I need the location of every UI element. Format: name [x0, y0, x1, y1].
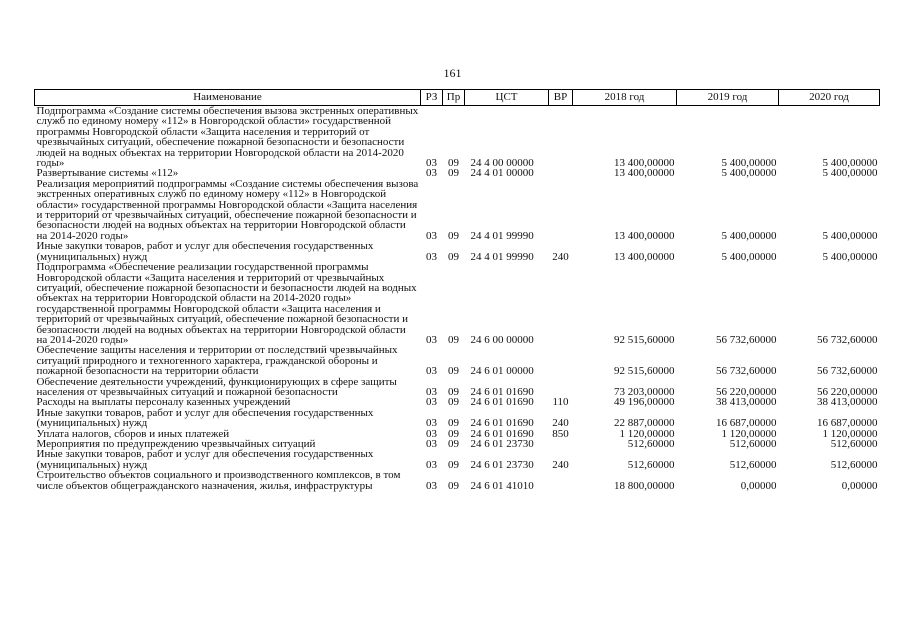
header-2018: 2018 год — [573, 90, 677, 106]
cell-2020: 5 400,00000 — [822, 167, 878, 180]
cell-2020: 1 120,00000 — [822, 427, 878, 440]
table-row — [35, 241, 880, 262]
cell-pr: 09 — [448, 458, 459, 471]
header-2020: 2020 год — [779, 90, 880, 106]
table-row — [35, 449, 880, 470]
cell-2020: 512,60000 — [830, 458, 878, 471]
header-2019: 2019 год — [677, 90, 779, 106]
cell-2018: 49 196,00000 — [614, 396, 675, 409]
table-row — [35, 345, 880, 376]
cell-rz: 03 — [426, 157, 437, 170]
cell-2020: 38 413,00000 — [817, 396, 878, 409]
cell-2019: 56 220,00000 — [716, 385, 777, 398]
cell-cst: 24 4 01 99990 — [470, 250, 534, 263]
cell-name: Обеспечение деятельности учреждений, функционирующих в сфере защиты населения от чрезвычайных ситуаций и пожарной безопасности — [36, 375, 397, 398]
cell-cst: 24 6 01 00000 — [470, 365, 534, 378]
cell-2019: 512,60000 — [729, 458, 777, 471]
cell-cst: 24 6 01 01690 — [470, 427, 534, 440]
cell-name: Иные закупки товаров, работ и услуг для обеспечения государственных (муниципальных) нужд — [36, 448, 374, 471]
cell-pr: 09 — [448, 385, 459, 398]
cell-2018: 512,60000 — [627, 458, 675, 471]
cell-cst: 24 6 01 01690 — [470, 396, 534, 409]
cell-rz: 03 — [426, 427, 437, 440]
cell-2019: 5 400,00000 — [721, 157, 777, 170]
cell-cst: 24 6 01 01690 — [470, 417, 534, 430]
cell-vr: 850 — [552, 427, 569, 440]
cell-rz: 03 — [426, 365, 437, 378]
table-header — [35, 90, 880, 106]
cell-vr — [549, 179, 573, 241]
cell-2020: 512,60000 — [830, 438, 878, 450]
cell-name: Иные закупки товаров, работ и услуг для обеспечения государственных (муниципальных) нужд — [36, 406, 374, 430]
cell-pr: 09 — [448, 365, 459, 378]
cell-pr: 09 — [448, 229, 459, 242]
cell-2018: 13 400,00000 — [614, 229, 675, 242]
cell-2020: 56 732,60000 — [817, 333, 878, 346]
cell-rz: 03 — [426, 396, 437, 409]
cell-2020: 5 400,00000 — [822, 229, 878, 242]
cell-pr: 09 — [448, 167, 459, 180]
cell-2020: 5 400,00000 — [822, 250, 878, 263]
cell-cst: 24 6 00 00000 — [470, 333, 534, 346]
cell-vr: 240 — [552, 458, 569, 471]
cell-rz: 03 — [426, 229, 437, 242]
cell-name: Подпрограмма «Обеспечение реализации государственной программы Новгородской области «Защита населения и территорий от чрезвычайных ситуаций, обеспечение пожарной безопасности и безопасности людей на водных объектах на территории Новгородской области на 2014-2020 годы» государственной программы Новгородской области «Защита населения и территорий от чрезвычайных ситуаций, обеспечение пожарной безопасности и безопасности людей на водных объектах на территории Новгородской области на 2014-2020 годы» — [36, 261, 417, 346]
cell-2020: 56 220,00000 — [817, 385, 878, 398]
cell-pr: 09 — [448, 479, 459, 492]
cell-name: Строительство объектов социального и производственного комплексов, в том числе объектов общегражданского назначения, жилья, инфраструктуры — [36, 469, 401, 492]
cell-2019: 56 732,60000 — [716, 333, 777, 346]
cell-pr: 09 — [448, 427, 459, 440]
cell-2020: 16 687,00000 — [817, 417, 878, 430]
cell-vr — [549, 345, 573, 376]
cell-rz: 03 — [426, 333, 437, 346]
budget-table — [34, 89, 880, 491]
cell-2019: 56 732,60000 — [716, 365, 777, 378]
cell-rz: 03 — [426, 167, 437, 180]
cell-2019: 1 120,00000 — [721, 427, 777, 440]
table-row — [35, 377, 880, 398]
header-name: Наименование — [35, 90, 421, 106]
header-rz: РЗ — [421, 90, 443, 106]
cell-2019: 5 400,00000 — [721, 167, 777, 180]
header-vr: ВР — [549, 90, 573, 106]
cell-2019: 38 413,00000 — [716, 396, 777, 409]
cell-name: Реализация мероприятий подпрограммы «Создание системы обеспечения вызова экстренных оперативных служб по единому номеру «112» в Новгородской области» государственной программы Новгородской области «Защита населения и территорий от чрезвычайных ситуаций, обеспечение пожарной безопасности и безопасности людей на водных объектах на территории Новгородской области на 2014-2020 годы» — [36, 177, 419, 242]
cell-vr — [549, 262, 573, 345]
cell-pr: 09 — [448, 157, 459, 170]
cell-name: Иные закупки товаров, работ и услуг для обеспечения государственных (муниципальных) нужд — [36, 240, 374, 263]
cell-2018: 13 400,00000 — [614, 157, 675, 170]
cell-2018: 22 887,00000 — [614, 417, 675, 430]
cell-pr: 09 — [448, 396, 459, 409]
cell-vr — [549, 377, 573, 398]
cell-cst: 24 6 01 41010 — [470, 479, 534, 492]
table-row — [35, 408, 880, 429]
cell-vr — [549, 106, 573, 169]
cell-2019: 5 400,00000 — [721, 250, 777, 263]
cell-name: Расходы на выплаты персоналу казенных учреждений — [36, 396, 291, 409]
cell-cst: 24 4 00 00000 — [470, 157, 534, 170]
table-body — [35, 106, 880, 492]
table-row — [35, 262, 880, 345]
cell-cst: 24 4 01 99990 — [470, 229, 534, 242]
cell-2019: 5 400,00000 — [721, 229, 777, 242]
cell-vr — [549, 470, 573, 491]
cell-vr: 240 — [552, 417, 569, 430]
cell-cst: 24 4 01 00000 — [470, 167, 534, 180]
cell-pr: 09 — [448, 438, 459, 450]
cell-2019: 512,60000 — [729, 438, 777, 450]
cell-name: Обеспечение защиты населения и территории от последствий чрезвычайных ситуаций природного и техногенного характера, гражданской обороны и пожарной безопасности на территории области — [36, 344, 398, 378]
cell-pr: 09 — [448, 333, 459, 346]
cell-2018: 92 515,60000 — [614, 333, 675, 346]
cell-2018: 13 400,00000 — [614, 167, 675, 180]
cell-2019: 16 687,00000 — [716, 417, 777, 430]
cell-rz: 03 — [426, 417, 437, 430]
cell-name: Развертывание системы «112» — [36, 167, 179, 180]
cell-rz: 03 — [426, 458, 437, 471]
cell-2020: 56 732,60000 — [817, 365, 878, 378]
cell-rz: 03 — [426, 250, 437, 263]
cell-vr: 110 — [552, 396, 569, 409]
cell-2018: 92 515,60000 — [614, 365, 675, 378]
cell-vr — [549, 168, 573, 178]
cell-2018: 512,60000 — [627, 438, 675, 450]
cell-2018: 13 400,00000 — [614, 250, 675, 263]
cell-name: Уплата налогов, сборов и иных платежей — [36, 427, 230, 440]
table-row — [35, 470, 880, 491]
cell-2018: 1 120,00000 — [619, 427, 675, 440]
cell-2018: 18 800,00000 — [614, 479, 675, 492]
table-row — [35, 179, 880, 241]
cell-cst: 24 6 01 23730 — [470, 438, 534, 450]
cell-2019: 0,00000 — [740, 479, 777, 492]
cell-cst: 24 6 01 01690 — [470, 385, 534, 398]
cell-name: Подпрограмма «Создание системы обеспечения вызова экстренных оперативных служб по единому номеру «112» в Новгородской области» государственной программы Новгородской области «Защита населения и территорий от чрезвычайных ситуаций, обеспечение пожарной безопасности и безопасности людей на водных объектах на территории Новгородской области на 2014-2020 годы» — [36, 105, 419, 170]
page-number: 161 — [443, 66, 462, 80]
cell-vr: 240 — [552, 250, 569, 263]
cell-2020: 5 400,00000 — [822, 157, 878, 170]
cell-rz: 03 — [426, 385, 437, 398]
cell-rz: 03 — [426, 438, 437, 450]
cell-pr: 09 — [448, 250, 459, 263]
cell-2020: 0,00000 — [841, 479, 878, 492]
cell-vr — [549, 439, 573, 449]
header-cst: ЦСТ — [465, 90, 549, 106]
cell-2018: 73 203,00000 — [614, 385, 675, 398]
cell-rz: 03 — [426, 479, 437, 492]
header-pr: Пр — [443, 90, 465, 106]
table-row — [35, 106, 880, 169]
cell-cst: 24 6 01 23730 — [470, 458, 534, 471]
cell-pr: 09 — [448, 417, 459, 430]
cell-name: Мероприятия по предупреждению чрезвычайных ситуаций — [36, 438, 316, 450]
